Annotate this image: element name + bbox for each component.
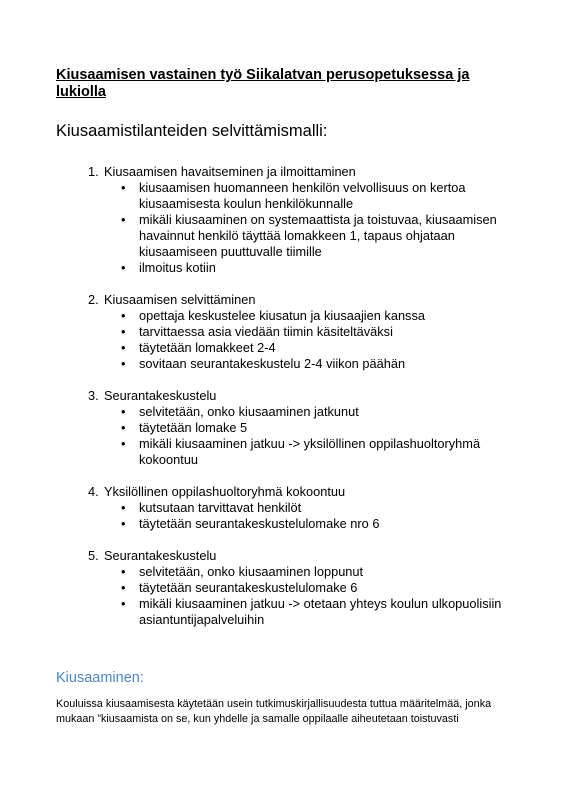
bullet-item: • täytetään seurantakeskustelulomake 6: [0, 580, 519, 596]
step-heading: [0, 484, 565, 500]
step-heading: [0, 164, 565, 180]
step-number: 5.: [88, 548, 99, 563]
bullet-item: • täytetään lomake 5: [0, 420, 519, 436]
bullet-item: • kiusaamisen huomanneen henkilön velvollisuus on kertoa kiusaamisesta koulun henkilökunnalle: [0, 180, 519, 212]
step-title: Seurantakeskustelu: [104, 548, 217, 563]
bullet-list: [0, 500, 565, 532]
bullet-item: • selvitetään, onko kiusaaminen jatkunut: [0, 404, 519, 420]
step-title: Seurantakeskustelu: [104, 388, 217, 403]
step-item: [0, 164, 565, 276]
document-subtitle: Kiusaamistilanteiden selvittämismalli:: [56, 122, 328, 140]
step-heading: [0, 292, 565, 308]
step-heading: [0, 388, 565, 404]
step-title: Yksilöllinen oppilashuoltoryhmä kokoontuu: [104, 484, 346, 499]
bullet-item: • selvitetään, onko kiusaaminen loppunut: [0, 564, 519, 580]
section-heading: Kiusaaminen:: [56, 670, 144, 686]
step-title: Kiusaamisen selvittäminen: [104, 292, 256, 307]
bullet-item: • mikäli kiusaaminen on systemaattista ja toistuvaa, kiusaamisen havainnut henkilö täyttää lomakkeen 1, tapaus ohjataan kiusaamiseen puuttuvalle tiimille: [0, 212, 519, 260]
bullet-item: • kutsutaan tarvittavat henkilöt: [0, 500, 519, 516]
step-number: 4.: [88, 484, 99, 499]
step-item: [0, 548, 565, 628]
step-title: Kiusaamisen havaitseminen ja ilmoittaminen: [104, 164, 356, 179]
step-item: [0, 388, 565, 468]
bullet-item: • tarvittaessa asia viedään tiimin käsiteltäväksi: [0, 324, 519, 340]
bullet-item: • ilmoitus kotiin: [0, 260, 519, 276]
bullet-list: [0, 308, 565, 372]
steps-list: [0, 164, 565, 644]
step-heading: [0, 548, 565, 564]
bullet-list: [0, 564, 565, 628]
section-body-text: Kouluissa kiusaamisesta käytetään usein tutkimuskirjallisuudesta tuttua määritelmää, jonka mukaan ”kiusaamista on se, kun yhdelle ja samalle oppilaalle aiheutetaan toistuvasti: [56, 698, 492, 725]
bullet-item: • täytetään lomakkeet 2-4: [0, 340, 519, 356]
bullet-list: [0, 404, 565, 468]
bullet-list: [0, 180, 565, 276]
bullet-item: • sovitaan seurantakeskustelu 2-4 viikon päähän: [0, 356, 519, 372]
step-number: 3.: [88, 388, 99, 403]
bullet-item: • opettaja keskustelee kiusatun ja kiusaajien kanssa: [0, 308, 519, 324]
step-number: 1.: [88, 164, 99, 179]
bullet-item: • mikäli kiusaaminen jatkuu -> yksilöllinen oppilashuoltoryhmä kokoontuu: [0, 436, 519, 468]
step-number: 2.: [88, 292, 99, 307]
document-title: Kiusaamisen vastainen työ Siikalatvan perusopetuksessa ja lukiolla: [56, 67, 470, 100]
bullet-item: • mikäli kiusaaminen jatkuu -> otetaan yhteys koulun ulkopuolisiin asiantuntijapalveluihin: [0, 596, 519, 628]
step-item: [0, 484, 565, 532]
step-item: [0, 292, 565, 372]
bullet-item: • täytetään seurantakeskustelulomake nro 6: [0, 516, 519, 532]
